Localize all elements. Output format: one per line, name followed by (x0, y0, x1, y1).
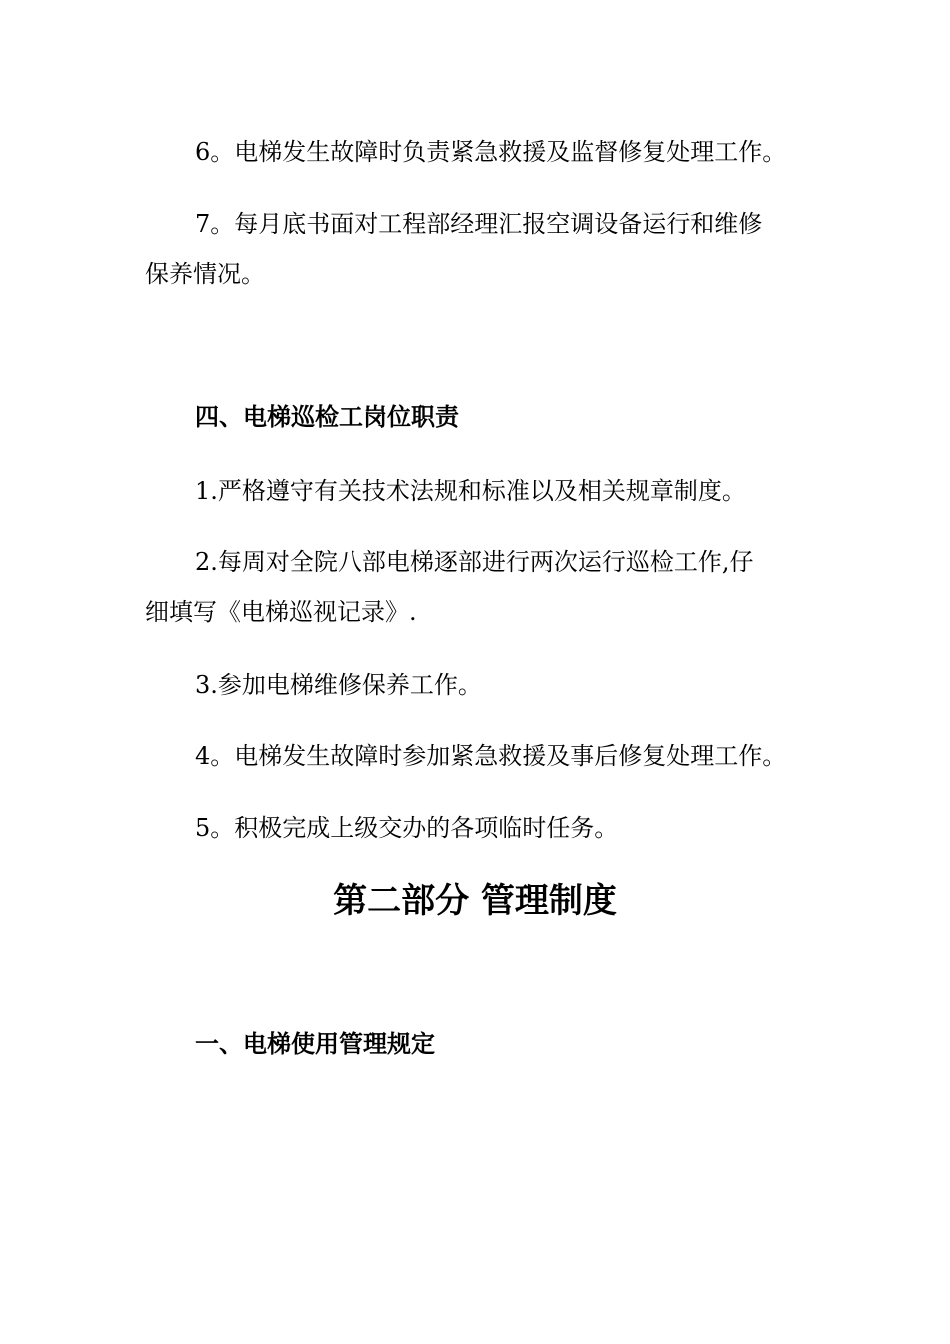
paragraph-item-6: 6。电梯发生故障时负责紧急救援及监督修复处理工作。 (195, 138, 787, 166)
paragraph-item-2-line-2: 细填写《电梯巡视记录》. (145, 598, 417, 626)
part-2-section-1-heading: 一、电梯使用管理规定 (195, 1030, 435, 1058)
paragraph-item-5: 5。积极完成上级交办的各项临时任务。 (195, 814, 619, 842)
part-2-title: 第二部分 管理制度 (333, 881, 617, 921)
paragraph-item-2-line-1: 2.每周对全院八部电梯逐部进行两次运行巡检工作,仔 (195, 548, 754, 576)
paragraph-item-7-line-2: 保养情况。 (145, 260, 265, 288)
paragraph-item-7-line-1: 7。每月底书面对工程部经理汇报空调设备运行和维修 (195, 210, 763, 238)
section-4-heading: 四、电梯巡检工岗位职责 (195, 403, 459, 431)
paragraph-item-1: 1.严格遵守有关技术法规和标准以及相关规章制度。 (195, 477, 746, 505)
paragraph-item-3: 3.参加电梯维修保养工作。 (195, 671, 482, 699)
paragraph-item-4: 4。电梯发生故障时参加紧急救援及事后修复处理工作。 (195, 742, 787, 770)
